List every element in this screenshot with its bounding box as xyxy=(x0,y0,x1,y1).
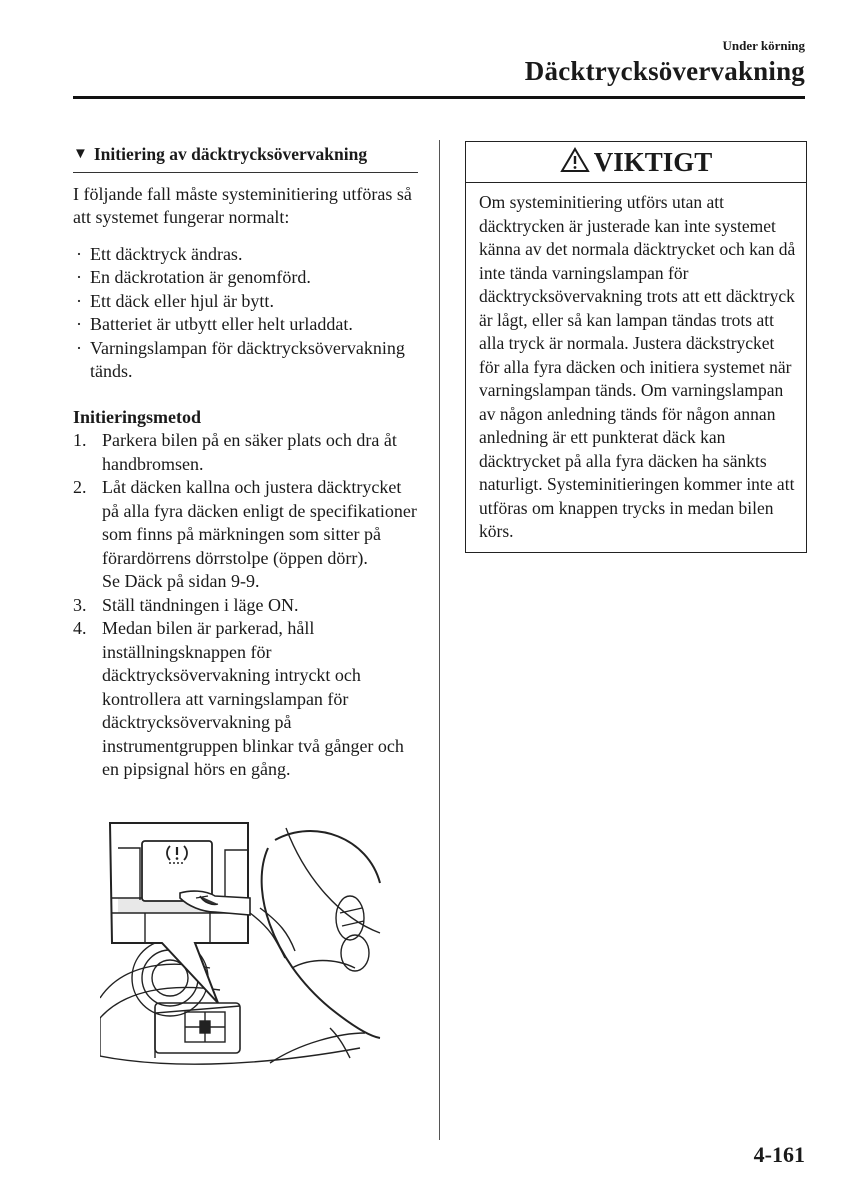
condition-list xyxy=(73,243,418,384)
warning-box xyxy=(465,141,807,553)
intro-paragraph: I följande fall måste systeminitiering utföras så att systemet fungerar normalt: xyxy=(73,183,412,227)
left-column xyxy=(73,143,418,782)
page-reference: Se Däck på sidan 9-9. xyxy=(102,571,260,591)
triangle-down-icon: ▼ xyxy=(73,146,88,162)
step-item: 3. Ställ tändningen i läge ON. xyxy=(73,594,299,615)
page-number: 4-161 xyxy=(753,1142,805,1167)
step-list xyxy=(73,429,418,782)
list-item: · Batteriet är utbytt eller helt urladdat. xyxy=(76,314,353,334)
list-item: · Ett däck eller hjul är bytt. xyxy=(76,290,274,311)
column-divider xyxy=(439,140,440,1140)
warning-triangle-icon xyxy=(560,147,590,173)
method-heading: Initieringsmetod xyxy=(73,406,201,427)
warning-body: Om systeminitiering utförs utan att däcktrycken är justerade kan inte systemet känna av det normala däcktrycket och kan då inte tända varningslampan för däcktrycksövervakning trots att ett däcktryck är lågt, eller så kan lampan tändas trots att alla tryck är normala. Justera däckstrycket för alla fyra däcken och initiera systemet när varningslampan tänds. Om varningslampan av någon anledning tänds för någon annan anledning är ett punkterat däck kan däcktrycket på alla fyra däcken ha sänkts naturligt. Systeminitieringen kommer inte att utföras om knappen trycks in medan bilen körs. xyxy=(479,192,796,541)
warning-header xyxy=(466,142,806,183)
list-item: · Varningslampan för däcktrycksövervakning tänds. xyxy=(76,337,405,381)
subheading-text: Initiering av däcktrycksövervakning xyxy=(93,144,368,164)
header-rule xyxy=(73,96,805,99)
section-subheading xyxy=(73,143,418,173)
section-label: Under körning xyxy=(722,38,805,53)
list-item: · Ett däcktryck ändras. xyxy=(76,243,243,264)
step-item: 2. Låt däcken kallna och justera däcktrycket på alla fyra däcken enligt de specifikationer som finns på märkningen som sitter på förardörrens dörrstolpe (öppen dörr). Se Däck på sidan 9-9. xyxy=(73,477,417,591)
page-title: Däcktrycksövervakning xyxy=(524,56,805,86)
warning-title: VIKTIGT xyxy=(593,146,713,177)
step-item: 4. Medan bilen är parkerad, håll inställningsknappen för däcktrycksövervakning intryckt och kontrollera att varningslampan för däcktrycksövervakning på instrumentgruppen blinkar två gånger och en pipsignal hörs en gång. xyxy=(73,618,404,779)
list-item: · En däckrotation är genomförd. xyxy=(76,267,311,287)
dashboard-illustration xyxy=(100,818,390,1073)
step-item: 1. Parkera bilen på en säker plats och dra åt handbromsen. xyxy=(73,430,397,474)
